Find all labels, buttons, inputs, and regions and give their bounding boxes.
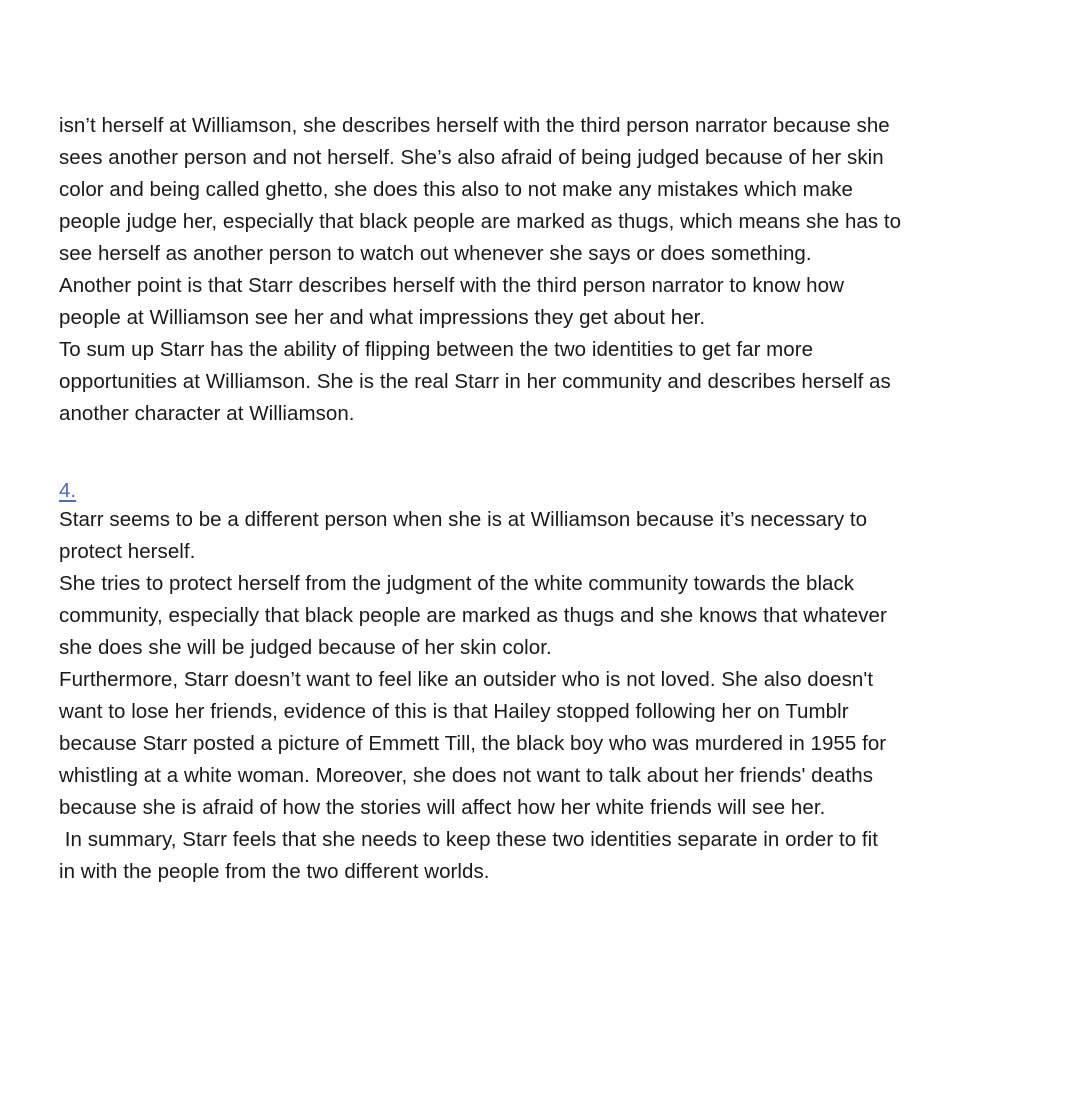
paragraph-spacer — [59, 430, 1049, 478]
text-line: because Starr posted a picture of Emmett Till, the black boy who was murdered in 1955 for — [59, 732, 887, 755]
text-line: protect herself. — [59, 540, 196, 563]
text-line: Starr seems to be a different person when she is at Williamson because it’s necessary to — [59, 508, 868, 531]
section-number-link[interactable]: 4. — [59, 479, 77, 502]
text-line: To sum up Starr has the ability of flipping between the two identities to get far more — [59, 338, 814, 361]
text-line: in with the people from the two different worlds. — [59, 860, 490, 883]
text-line: whistling at a white woman. Moreover, she does not want to talk about her friends' deaths — [59, 764, 874, 787]
text-line: another character at Williamson. — [59, 402, 355, 425]
document-body — [59, 110, 1049, 888]
text-line: want to lose her friends, evidence of this is that Hailey stopped following her on Tumblr — [59, 700, 849, 723]
text-line: isn’t herself at Williamson, she describes herself with the third person narrator because she — [59, 114, 890, 137]
text-line: see herself as another person to watch out whenever she says or does something. — [59, 242, 812, 265]
text-line: people at Williamson see her and what impressions they get about her. — [59, 306, 706, 329]
text-line: Another point is that Starr describes herself with the third person narrator to know how — [59, 274, 844, 297]
text-line: In summary, Starr feels that she needs to keep these two identities separate in order to fit — [59, 828, 878, 851]
text-line: She tries to protect herself from the judgment of the white community towards the black — [59, 572, 855, 595]
text-line: sees another person and not herself. She’s also afraid of being judged because of her skin — [59, 146, 884, 169]
text-line: she does she will be judged because of her skin color. — [59, 636, 552, 659]
text-line: because she is afraid of how the stories will affect how her white friends will see her. — [59, 796, 826, 819]
answer-4 — [59, 478, 1049, 888]
text-line: Furthermore, Starr doesn’t want to feel like an outsider who is not loved. She also doesn't — [59, 668, 874, 691]
answer-3-continuation — [59, 110, 1049, 430]
text-line: community, especially that black people are marked as thugs and she knows that whatever — [59, 604, 887, 627]
text-line: opportunities at Williamson. She is the real Starr in her community and describes herself as — [59, 370, 891, 393]
text-line: people judge her, especially that black people are marked as thugs, which means she has to — [59, 210, 902, 233]
text-line: color and being called ghetto, she does this also to not make any mistakes which make — [59, 178, 853, 201]
